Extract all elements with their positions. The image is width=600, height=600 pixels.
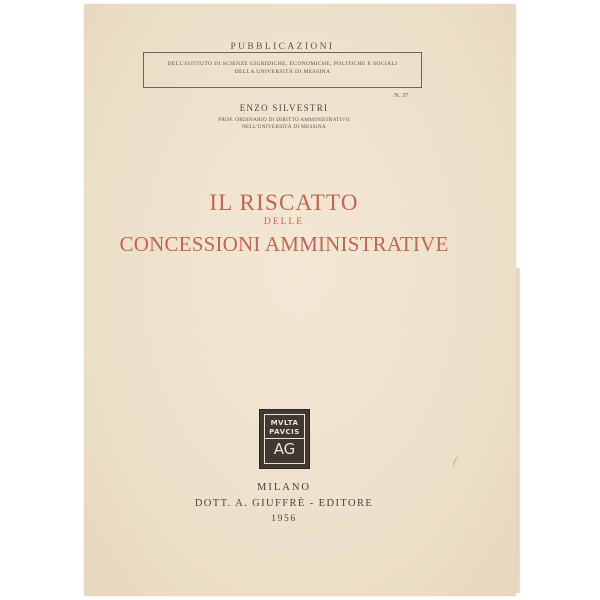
logo-motto-1: MVLTA	[270, 419, 299, 427]
logo-motto-2: PAVCIS	[269, 428, 300, 436]
publisher-logo	[259, 409, 310, 469]
series-number: N. 37	[394, 92, 409, 99]
logo-frame	[264, 414, 305, 464]
author-affiliation-1: PROF. ORDINARIO DI DIRITTO AMMINISTRATIVO	[218, 117, 350, 123]
series-heading-text: PUBBLICAZIONI	[225, 42, 339, 52]
author-affiliation-2: NELL'UNIVERSITÀ DI MESSINA	[242, 124, 326, 130]
page-edge	[516, 268, 519, 593]
author-name: ENZO SILVESTRI	[239, 103, 329, 113]
book-title: IL RISCATTO	[209, 190, 359, 215]
title-connector: DELLE	[263, 217, 305, 227]
logo-divider	[265, 438, 304, 439]
imprint-year: 1956	[271, 514, 297, 524]
series-line-1: DELL'ISTITUTO DI SCIENZE GIURIDICHE, ECONOMICHE, POLITICHE E SOCIALI	[167, 61, 398, 67]
logo-initials: AG	[273, 440, 296, 458]
series-line-2: DELLA UNIVERSITÀ DI MESSINA	[234, 69, 331, 75]
book-cover	[84, 4, 516, 596]
pencil-mark	[452, 455, 462, 469]
imprint-publisher: DOTT. A. GIUFFRÈ - EDITORE	[194, 498, 374, 509]
book-subtitle: CONCESSIONI AMMINISTRATIVE	[119, 232, 449, 256]
series-heading	[143, 42, 422, 52]
imprint-city: MILANO	[257, 482, 311, 493]
